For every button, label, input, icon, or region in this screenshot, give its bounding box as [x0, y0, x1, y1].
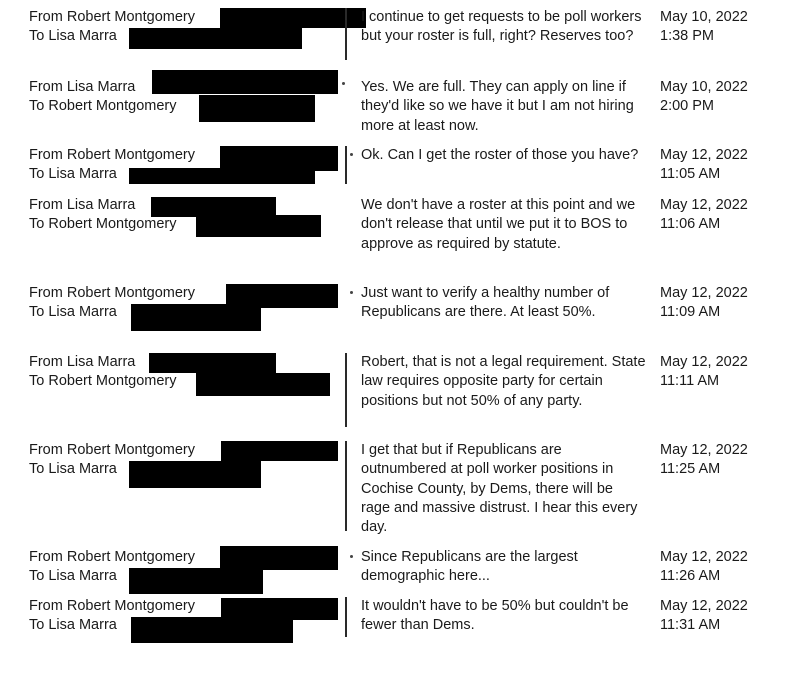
sender-recipient [29, 78, 349, 116]
scan-dot [350, 291, 353, 294]
message-time: 11:09 AM [660, 304, 721, 320]
from-label: From Robert Montgomery [29, 598, 195, 614]
sender-recipient [29, 597, 349, 635]
from-label: From Robert Montgomery [29, 285, 195, 301]
to-label: To Robert Montgomery [29, 216, 177, 232]
redaction-box [131, 304, 261, 331]
from-label: From Lisa Marra [29, 197, 136, 213]
redaction-box [152, 70, 338, 94]
from-label: From Robert Montgomery [29, 9, 195, 25]
message-date: May 12, 2022 [660, 285, 748, 301]
to-label: To Lisa Marra [29, 617, 117, 633]
sender-recipient [29, 548, 349, 586]
timestamp [660, 146, 790, 184]
message-row [0, 284, 800, 344]
redaction-box [196, 373, 330, 396]
sender-recipient [29, 441, 349, 479]
from-label: From Lisa Marra [29, 79, 136, 95]
timestamp [660, 597, 790, 635]
column-divider [345, 146, 347, 184]
message-row [0, 78, 800, 138]
to-label: To Lisa Marra [29, 304, 117, 320]
message-text: We don't have a roster at this point and we don't release that until we put it to BOS to approve as required by statute. [361, 197, 636, 252]
message-row [0, 146, 800, 186]
redaction-box [221, 441, 338, 461]
to-label: To Robert Montgomery [29, 373, 177, 389]
from-label: From Robert Montgomery [29, 147, 195, 163]
to-label: To Lisa Marra [29, 166, 117, 182]
message-date: May 10, 2022 [660, 9, 748, 25]
from-label: From Robert Montgomery [29, 549, 195, 565]
message-row [0, 548, 800, 588]
redaction-box [151, 197, 276, 217]
message-date: May 12, 2022 [660, 354, 748, 370]
timestamp [660, 8, 790, 46]
sender-recipient [29, 8, 349, 46]
message-text: Yes. We are full. They can apply on line if they'd like so we have it but I am not hiring more at least now. [361, 79, 634, 134]
sender-recipient [29, 353, 349, 391]
redaction-box [149, 353, 276, 373]
timestamp [660, 78, 790, 116]
to-label: To Lisa Marra [29, 461, 117, 477]
message-text: Just want to verify a healthy number of Republicans are there. At least 50%. [361, 285, 610, 321]
sender-recipient [29, 146, 349, 184]
redaction-box [129, 461, 261, 488]
message-date: May 12, 2022 [660, 442, 748, 458]
message-text: I continue to get requests to be poll workers but your roster is full, right? Reserves too? [361, 9, 642, 45]
message-time: 11:11 AM [660, 373, 720, 389]
message-row [0, 597, 800, 649]
message-date: May 10, 2022 [660, 79, 748, 95]
redaction-box [129, 28, 302, 49]
message-time: 11:06 AM [660, 216, 721, 232]
scan-dot [350, 153, 353, 156]
message-text: Robert, that is not a legal requirement. State law requires opposite party for certain positions but not 50% of any party. [361, 354, 646, 409]
to-label: To Robert Montgomery [29, 98, 177, 114]
timestamp [660, 353, 790, 391]
column-divider [345, 8, 347, 60]
column-divider [345, 597, 347, 637]
from-label: From Lisa Marra [29, 354, 136, 370]
to-label: To Lisa Marra [29, 28, 117, 44]
scan-dot [342, 82, 345, 85]
message-time: 11:05 AM [660, 166, 721, 182]
message-row [0, 353, 800, 431]
message-text: Ok. Can I get the roster of those you have? [361, 147, 639, 163]
redaction-box [129, 568, 263, 594]
to-label: To Lisa Marra [29, 568, 117, 584]
message-time: 11:31 AM [660, 617, 721, 633]
message-date: May 12, 2022 [660, 598, 748, 614]
message-text: Since Republicans are the largest demographic here... [361, 549, 578, 585]
message-date: May 12, 2022 [660, 197, 748, 213]
timestamp [660, 548, 790, 586]
timestamp [660, 441, 790, 479]
timestamp [660, 196, 790, 234]
message-row [0, 8, 800, 66]
message-text: It wouldn't have to be 50% but couldn't be fewer than Dems. [361, 598, 629, 634]
column-divider [345, 441, 347, 531]
redaction-box [196, 215, 321, 237]
message-date: May 12, 2022 [660, 147, 748, 163]
message-time: 1:38 PM [660, 28, 714, 44]
from-label: From Robert Montgomery [29, 442, 195, 458]
redaction-box [131, 617, 293, 643]
redaction-box [129, 168, 315, 184]
message-text: I get that but if Republicans are outnumbered at poll worker positions in Cochise County, by Dems, there will be rage and massive distrust. I hear this every day. [361, 442, 638, 536]
redaction-box [199, 95, 315, 122]
message-date: May 12, 2022 [660, 549, 748, 565]
sender-recipient [29, 196, 349, 234]
message-row [0, 196, 800, 274]
message-row [0, 441, 800, 537]
timestamp [660, 284, 790, 322]
message-time: 11:25 AM [660, 461, 721, 477]
message-time: 2:00 PM [660, 98, 714, 114]
sender-recipient [29, 284, 349, 322]
scan-dot [350, 555, 353, 558]
column-divider [345, 353, 347, 427]
message-time: 11:26 AM [660, 568, 721, 584]
